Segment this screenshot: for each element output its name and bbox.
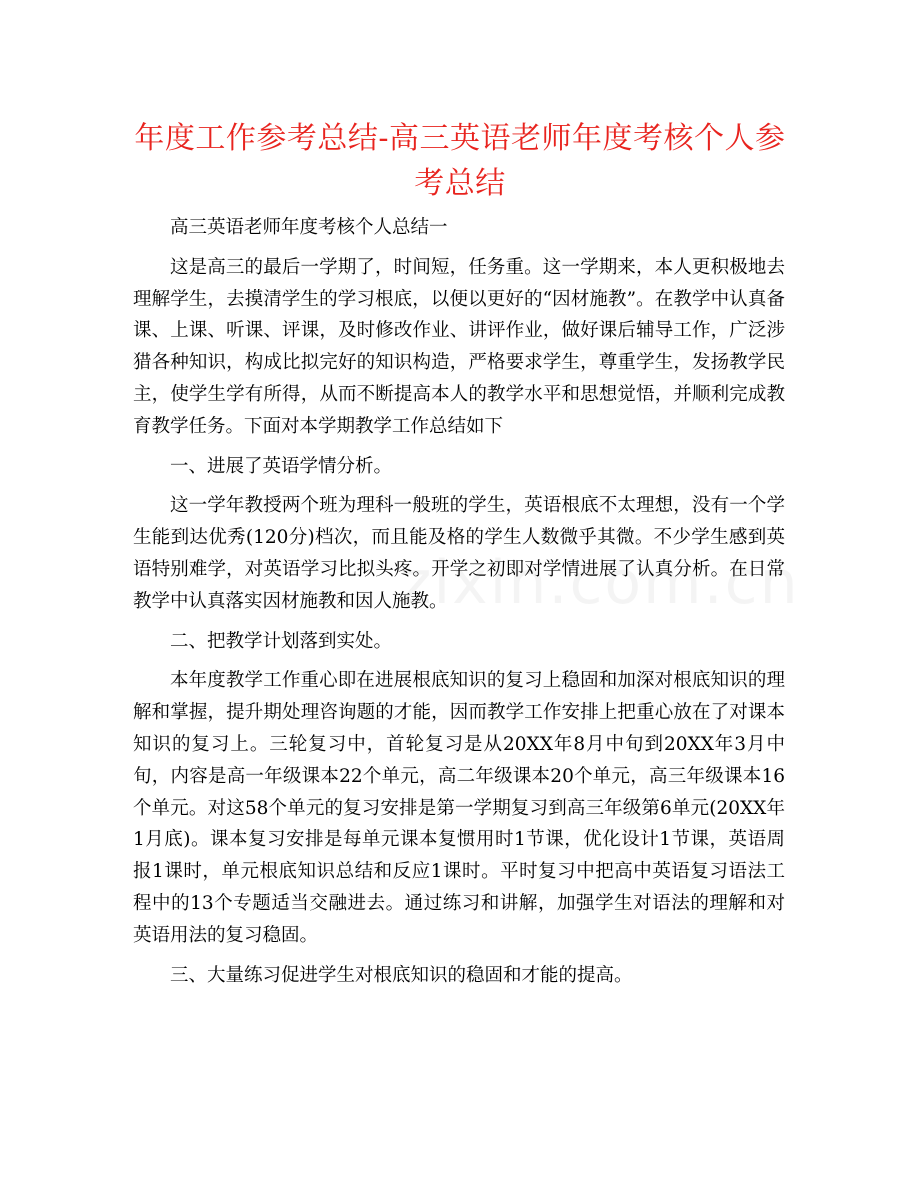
- paragraph-analysis: 这一学年教授两个班为理科一般班的学生，英语根底不太理想，没有一个学生能到达优秀(120分)档次，而且能及格的学生人数微乎其微。不少学生感到英语特别难学，对英语学习比拟头疼。开学之初即对学情进展了认真分析。在日常教学中认真落实因材施教和因人施教。: [133, 495, 785, 612]
- section-heading-3: 三、大量练习促进学生对根底知识的稳固和才能的提高。: [170, 964, 633, 986]
- paragraph-intro: 这是高三的最后一学期了，时间短，任务重。这一学期来，本人更积极地去理解学生，去摸清学生的学习根底，以便以更好的“因材施教”。在教学中认真备课、上课、听课、评课，及时修改作业、讲评作业，做好课后辅导工作，广泛涉猎各种知识，构成比拟完好的知识构造，严格要求学生，尊重学生，发扬教学民主，使学生学有所得，从而不断提高本人的教学水平和思想觉悟，并顺利完成教育教学任务。下面对本学期教学工作总结如下: [133, 256, 785, 437]
- section-heading-2: 二、把教学计划落到实处。: [170, 630, 393, 652]
- paragraph-plan: 本年度教学工作重心即在进展根底知识的复习上稳固和加深对根底知识的理解和掌握，提升期处理咨询题的才能，因而教学工作安排上把重心放在了对课本知识的复习上。三轮复习中，首轮复习是从20XX年8月中旬到20XX年3月中旬，内容是高一年级课本22个单元，高二年级课本20个单元，高三年级课本16个单元。对这58个单元的复习安排是第一学期复习到高三年级第6单元(20XX年1月底)。课本复习安排是每单元课本复惯用时1节课，优化设计1节课，英语周报1课时，单元根底知识总结和反应1课时。平时复习中把高中英语复习语法工程中的13个专题适当交融进去。通过练习和讲解，加强学生对语法的理解和对英语用法的复习稳固。: [133, 670, 786, 946]
- section-subtitle: 高三英语老师年度考核个人总结一: [170, 217, 448, 238]
- section-heading-1: 一、进展了英语学情分析。: [170, 455, 393, 477]
- document-body: [133, 212, 785, 999]
- document-title: 年度工作参考总结-高三英语老师年度考核个人参考总结: [134, 121, 786, 201]
